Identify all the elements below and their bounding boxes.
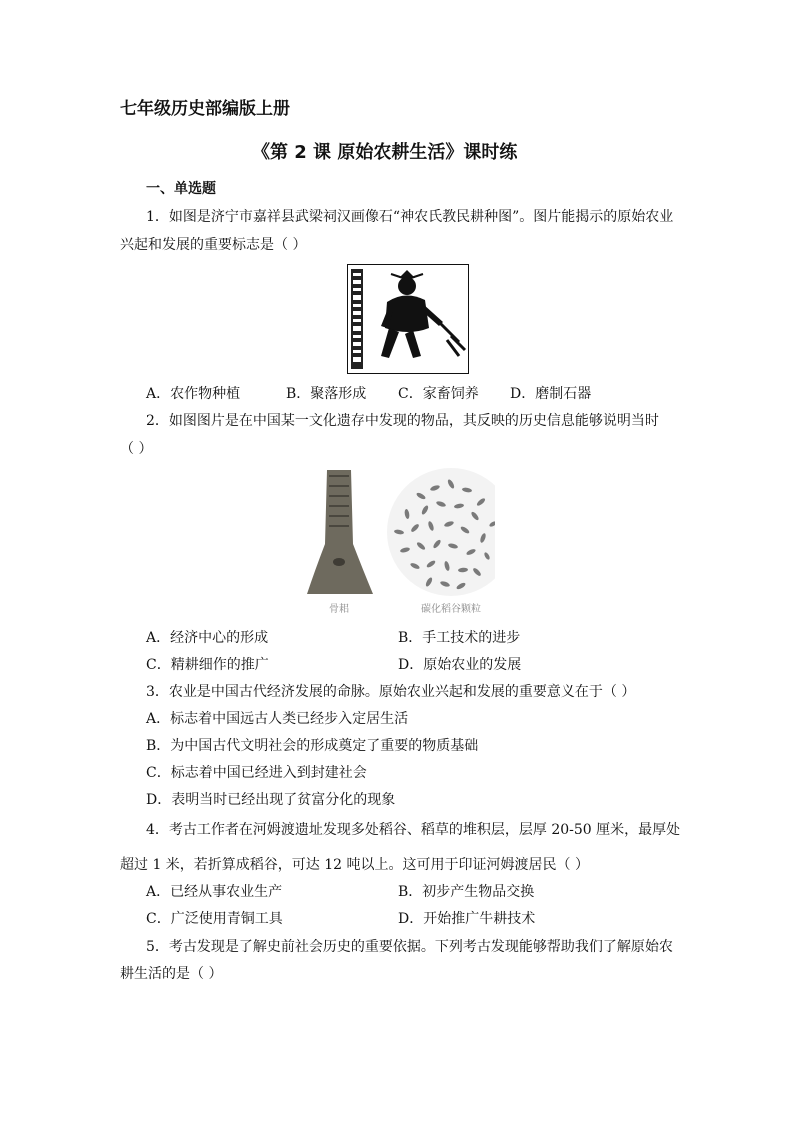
q4-option-a: A．已经从事农业生产 bbox=[146, 884, 283, 900]
q4-option-d: D．开始推广牛耕技术 bbox=[398, 911, 536, 927]
bone-spade-caption: 骨耜 bbox=[329, 604, 349, 615]
q2-line-1: 2．如图图片是在中国某一文化遗存中发现的物品，其反映的历史信息能够说明当时 bbox=[146, 413, 659, 429]
q2-option-d: D．原始农业的发展 bbox=[398, 657, 522, 673]
q3-option-d: D．表明当时已经出现了贫富分化的现象 bbox=[146, 792, 396, 808]
q1-option-c: C．家畜饲养 bbox=[398, 386, 479, 402]
document-header: 七年级历史部编版上册 bbox=[120, 99, 290, 119]
q1-option-d: D．磨制石器 bbox=[510, 386, 592, 402]
q5-line-2: 耕生活的是（ ） bbox=[120, 966, 223, 982]
q2-option-a: A．经济中心的形成 bbox=[146, 630, 269, 646]
bone-spade-and-rice-image bbox=[303, 466, 495, 618]
q4-option-c: C．广泛使用青铜工具 bbox=[146, 911, 283, 927]
shennong-stone-relief-image bbox=[347, 264, 469, 374]
q2-option-b: B．手工技术的进步 bbox=[398, 630, 521, 646]
page-title: 《第 2 课 原始农耕生活》课时练 bbox=[252, 142, 518, 163]
q1-option-a: A．农作物种植 bbox=[146, 386, 241, 402]
q1-line-2: 兴起和发展的重要标志是（ ） bbox=[120, 237, 307, 253]
section-heading: 一、单选题 bbox=[146, 181, 216, 197]
q4-line-1: 4．考古工作者在河姆渡遗址发现多处稻谷、稻草的堆积层，层厚 20-50 厘米，最厚处 bbox=[146, 822, 681, 838]
q1-line-1: 1．如图是济宁市嘉祥县武梁祠汉画像石“神农氏教民耕种图”。图片能揭示的原始农业 bbox=[146, 209, 674, 225]
q3-line-1: 3．农业是中国古代经济发展的命脉。原始农业兴起和发展的重要意义在于（ ） bbox=[146, 684, 636, 700]
q2-line-2: （ ） bbox=[120, 441, 153, 457]
q3-option-c: C．标志着中国已经进入到封建社会 bbox=[146, 765, 367, 781]
q3-option-b: B．为中国古代文明社会的形成奠定了重要的物质基础 bbox=[146, 738, 479, 754]
q3-option-a: A．标志着中国远古人类已经步入定居生活 bbox=[146, 711, 409, 727]
q1-option-b: B．聚落形成 bbox=[286, 386, 367, 402]
q4-line-2: 超过 1 米，若折算成稻谷，可达 12 吨以上。这可用于印证河姆渡居民（ ） bbox=[120, 857, 589, 873]
q4-option-b: B．初步产生物品交换 bbox=[398, 884, 535, 900]
q2-option-c: C．精耕细作的推广 bbox=[146, 657, 269, 673]
q5-line-1: 5．考古发现是了解史前社会历史的重要依据。下列考古发现能够帮助我们了解原始农 bbox=[146, 939, 673, 955]
rice-caption: 碳化稻谷颗粒 bbox=[421, 604, 481, 615]
